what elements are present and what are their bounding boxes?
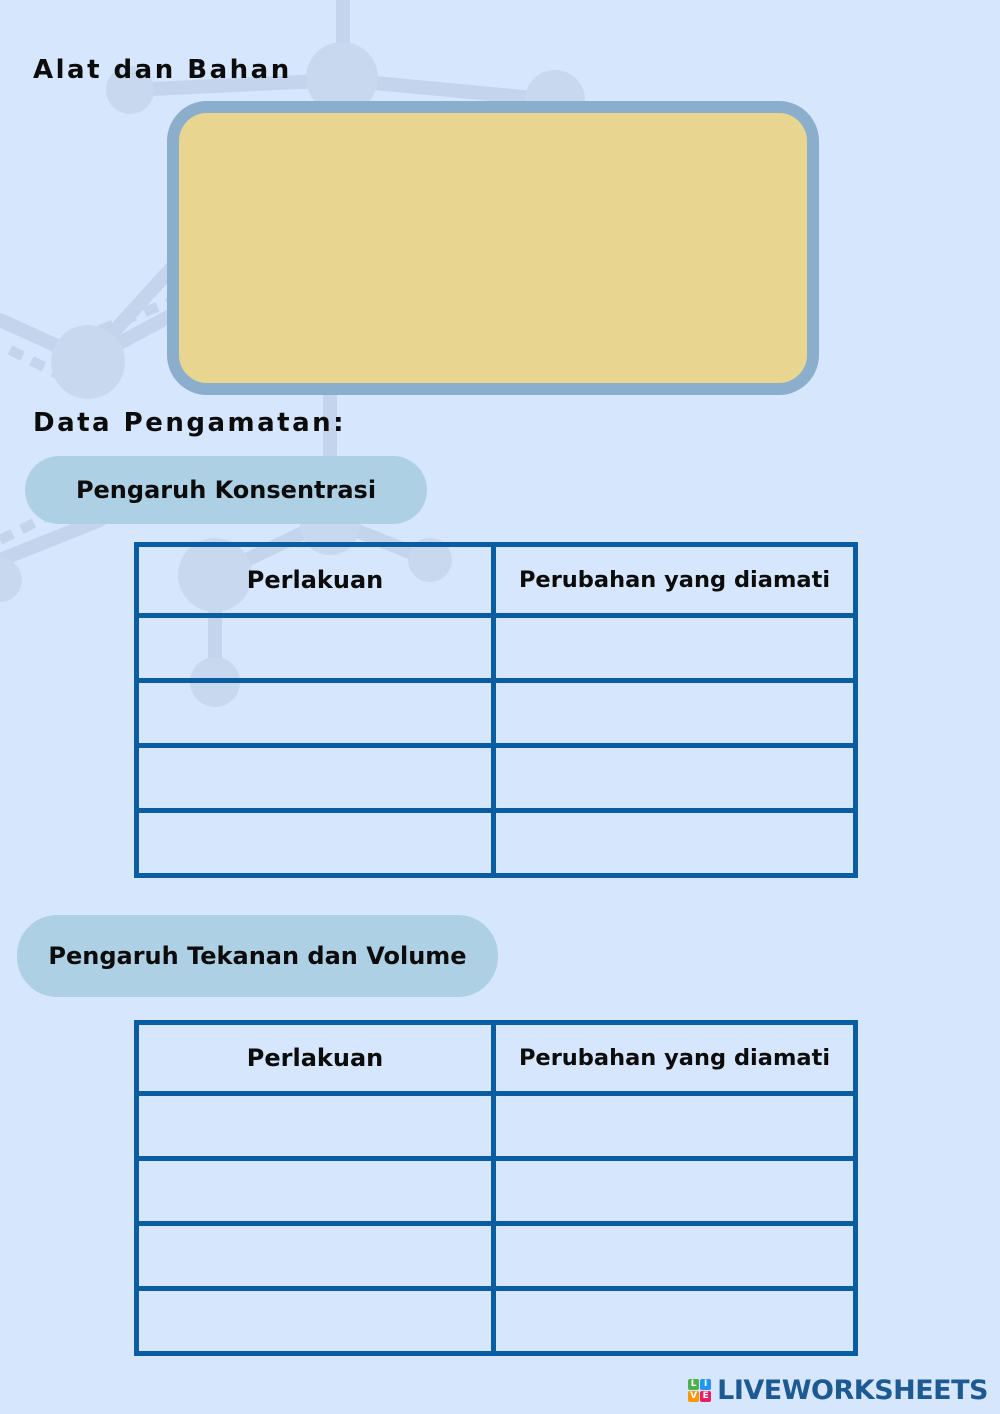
table-cell-treatment [137, 616, 494, 681]
section-title-pressure-volume: Pengaruh Tekanan dan Volume [48, 942, 467, 970]
table-cell-observation [494, 1224, 856, 1289]
logo-letter-v: V [688, 1391, 699, 1402]
table-cell-treatment [137, 1289, 494, 1354]
tools-answer-input[interactable] [179, 113, 807, 383]
column-header-treatment: Perlakuan [137, 1023, 494, 1094]
table-row [137, 1159, 856, 1224]
observation-table-concentration [134, 542, 858, 878]
column-header-observed-change: Perubahan yang diamati [494, 1023, 856, 1094]
table-row [137, 616, 856, 681]
table-row [137, 1094, 856, 1159]
column-header-observed-change: Perubahan yang diamati [494, 545, 856, 616]
treatment-input[interactable] [139, 1161, 491, 1221]
table-row [137, 1224, 856, 1289]
table-cell-observation [494, 746, 856, 811]
observation-input[interactable] [496, 748, 853, 808]
observation-table-pressure-volume [134, 1020, 858, 1356]
table-cell-observation [494, 1289, 856, 1354]
table-cell-observation [494, 681, 856, 746]
table-row [137, 811, 856, 876]
observation-input[interactable] [496, 1226, 853, 1286]
treatment-input[interactable] [139, 618, 491, 678]
section-title-concentration: Pengaruh Konsentrasi [75, 476, 377, 504]
column-header-treatment: Perlakuan [137, 545, 494, 616]
table-cell-treatment [137, 1094, 494, 1159]
logo-letter-e: E [700, 1391, 711, 1402]
observation-input[interactable] [496, 813, 853, 873]
treatment-input[interactable] [139, 1096, 491, 1156]
section-pill-pressure-volume [17, 915, 498, 997]
observation-input[interactable] [496, 1291, 853, 1351]
table-cell-treatment [137, 1159, 494, 1224]
treatment-input[interactable] [139, 1226, 491, 1286]
table-cell-observation [494, 1094, 856, 1159]
tools-heading: Alat dan Bahan [33, 55, 292, 85]
table-row [137, 1289, 856, 1354]
observation-input[interactable] [496, 1161, 853, 1221]
logo-letter-i: I [700, 1379, 711, 1390]
treatment-input[interactable] [139, 748, 491, 808]
observation-input[interactable] [496, 618, 853, 678]
treatment-input[interactable] [139, 813, 491, 873]
table-row [137, 681, 856, 746]
table-row [137, 746, 856, 811]
data-heading: Data Pengamatan: [33, 408, 347, 438]
observation-input[interactable] [496, 1096, 853, 1156]
table-header-row [137, 545, 856, 616]
liveworksheets-logo [688, 1374, 988, 1406]
table-cell-treatment [137, 811, 494, 876]
treatment-input[interactable] [139, 1291, 491, 1351]
observation-input[interactable] [496, 683, 853, 743]
table-cell-observation [494, 1159, 856, 1224]
treatment-input[interactable] [139, 683, 491, 743]
liveworksheets-logo-icon [688, 1379, 711, 1402]
table-cell-treatment [137, 746, 494, 811]
table-cell-observation [494, 616, 856, 681]
table-cell-treatment [137, 681, 494, 746]
brand-name: LIVEWORKSHEETS [717, 1374, 988, 1406]
table-cell-observation [494, 811, 856, 876]
logo-letter-l: L [688, 1379, 699, 1390]
table-cell-treatment [137, 1224, 494, 1289]
table-header-row [137, 1023, 856, 1094]
tools-answer-box[interactable] [167, 101, 819, 395]
section-pill-concentration [25, 456, 427, 524]
